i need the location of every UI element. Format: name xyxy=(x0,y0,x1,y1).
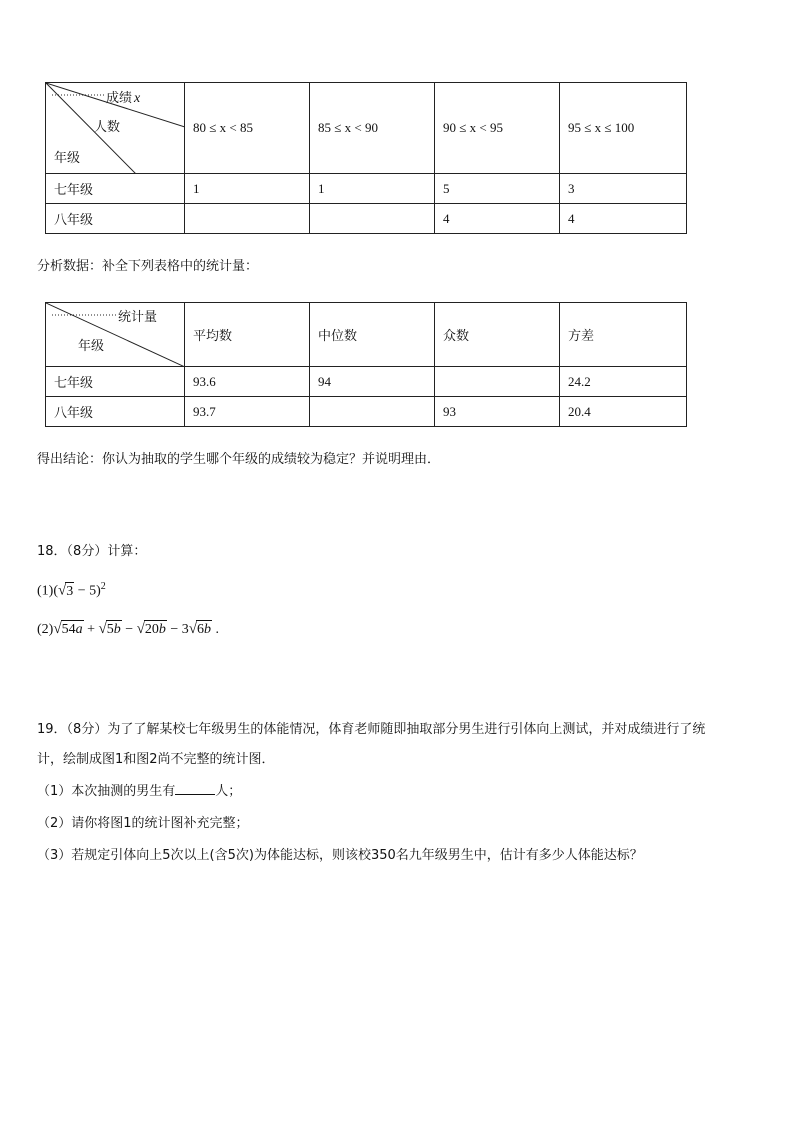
score-distribution-table xyxy=(45,82,687,234)
value-cell xyxy=(310,397,435,427)
value-cell: 93.6 xyxy=(185,367,310,397)
value-cell: 4 xyxy=(560,204,687,234)
grade-cell: 八年级 xyxy=(46,204,185,234)
diagonal-header-cell xyxy=(46,83,185,174)
header-statistic-label: 统计量 xyxy=(118,310,158,325)
q19-sub2: （2）请你将图1的统计图补充完整； xyxy=(37,816,249,831)
q19-title-line1: 19．（8分）为了了解某校七年级男生的体能情况，体育老师随即抽取部分男生进行引体向上测试，并对成绩进行了统 xyxy=(37,722,706,737)
value-cell xyxy=(435,367,560,397)
q19-title-line2: 计，绘制成图1和图2尚不完整的统计图． xyxy=(37,752,275,767)
header-grade-label: 年级 xyxy=(78,339,105,354)
column-header-mean: 平均数 xyxy=(185,303,310,367)
analysis-instruction: 分析数据：补全下列表格中的统计量： xyxy=(37,259,259,274)
range-header-4: 95 ≤ x ≤ 100 xyxy=(560,83,687,174)
q18-title: 18．（8分）计算： xyxy=(37,544,147,559)
grade-cell: 七年级 xyxy=(46,174,185,204)
value-cell: 3 xyxy=(560,174,687,204)
value-cell: 20.4 xyxy=(560,397,687,427)
value-cell: 5 xyxy=(435,174,560,204)
column-header-median: 中位数 xyxy=(310,303,435,367)
value-cell: 93.7 xyxy=(185,397,310,427)
q18-part2: (2)√54a + √5b − √20b − 3√6b . xyxy=(37,621,219,637)
table-row xyxy=(46,204,687,234)
table-row xyxy=(46,174,687,204)
column-header-variance: 方差 xyxy=(560,303,687,367)
conclusion-question: 得出结论：你认为抽取的学生哪个年级的成绩较为稳定？并说明理由． xyxy=(37,452,441,467)
range-header-1: 80 ≤ x < 85 xyxy=(185,83,310,174)
value-cell xyxy=(310,204,435,234)
column-header-mode: 众数 xyxy=(435,303,560,367)
q18-part2-label: (2) xyxy=(37,622,54,637)
grade-cell: 七年级 xyxy=(46,367,185,397)
q19-sub3: （3）若规定引体向上5次以上(含5次)为体能达标，则该校350名九年级男生中，估计有多少人体能达标？ xyxy=(37,848,643,863)
header-count-label: 人数 xyxy=(94,120,121,135)
header-grade-label: 年级 xyxy=(54,151,81,166)
value-cell: 1 xyxy=(185,174,310,204)
value-cell: 94 xyxy=(310,367,435,397)
answer-blank xyxy=(175,782,215,795)
q18-part1: $(1)(√3 - 5)^2$ xyxy=(37,581,106,599)
diagonal-header-cell xyxy=(46,303,185,367)
value-cell: 4 xyxy=(435,204,560,234)
grade-cell: 八年级 xyxy=(46,397,185,427)
diagonal-line xyxy=(46,303,185,367)
value-cell: 1 xyxy=(310,174,435,204)
table-row xyxy=(46,367,687,397)
table-row xyxy=(46,397,687,427)
statistics-table xyxy=(45,302,687,427)
range-header-2: 85 ≤ x < 90 xyxy=(310,83,435,174)
value-cell: 93 xyxy=(435,397,560,427)
header-score-label: 成绩 x xyxy=(106,91,141,106)
range-header-3: 90 ≤ x < 95 xyxy=(435,83,560,174)
value-cell: 24.2 xyxy=(560,367,687,397)
q19-sub1: （1）本次抽测的男生有 人； xyxy=(37,784,242,799)
value-cell xyxy=(185,204,310,234)
header-score-variable: x xyxy=(134,91,141,106)
q18-part1-label: (1) xyxy=(37,583,54,599)
